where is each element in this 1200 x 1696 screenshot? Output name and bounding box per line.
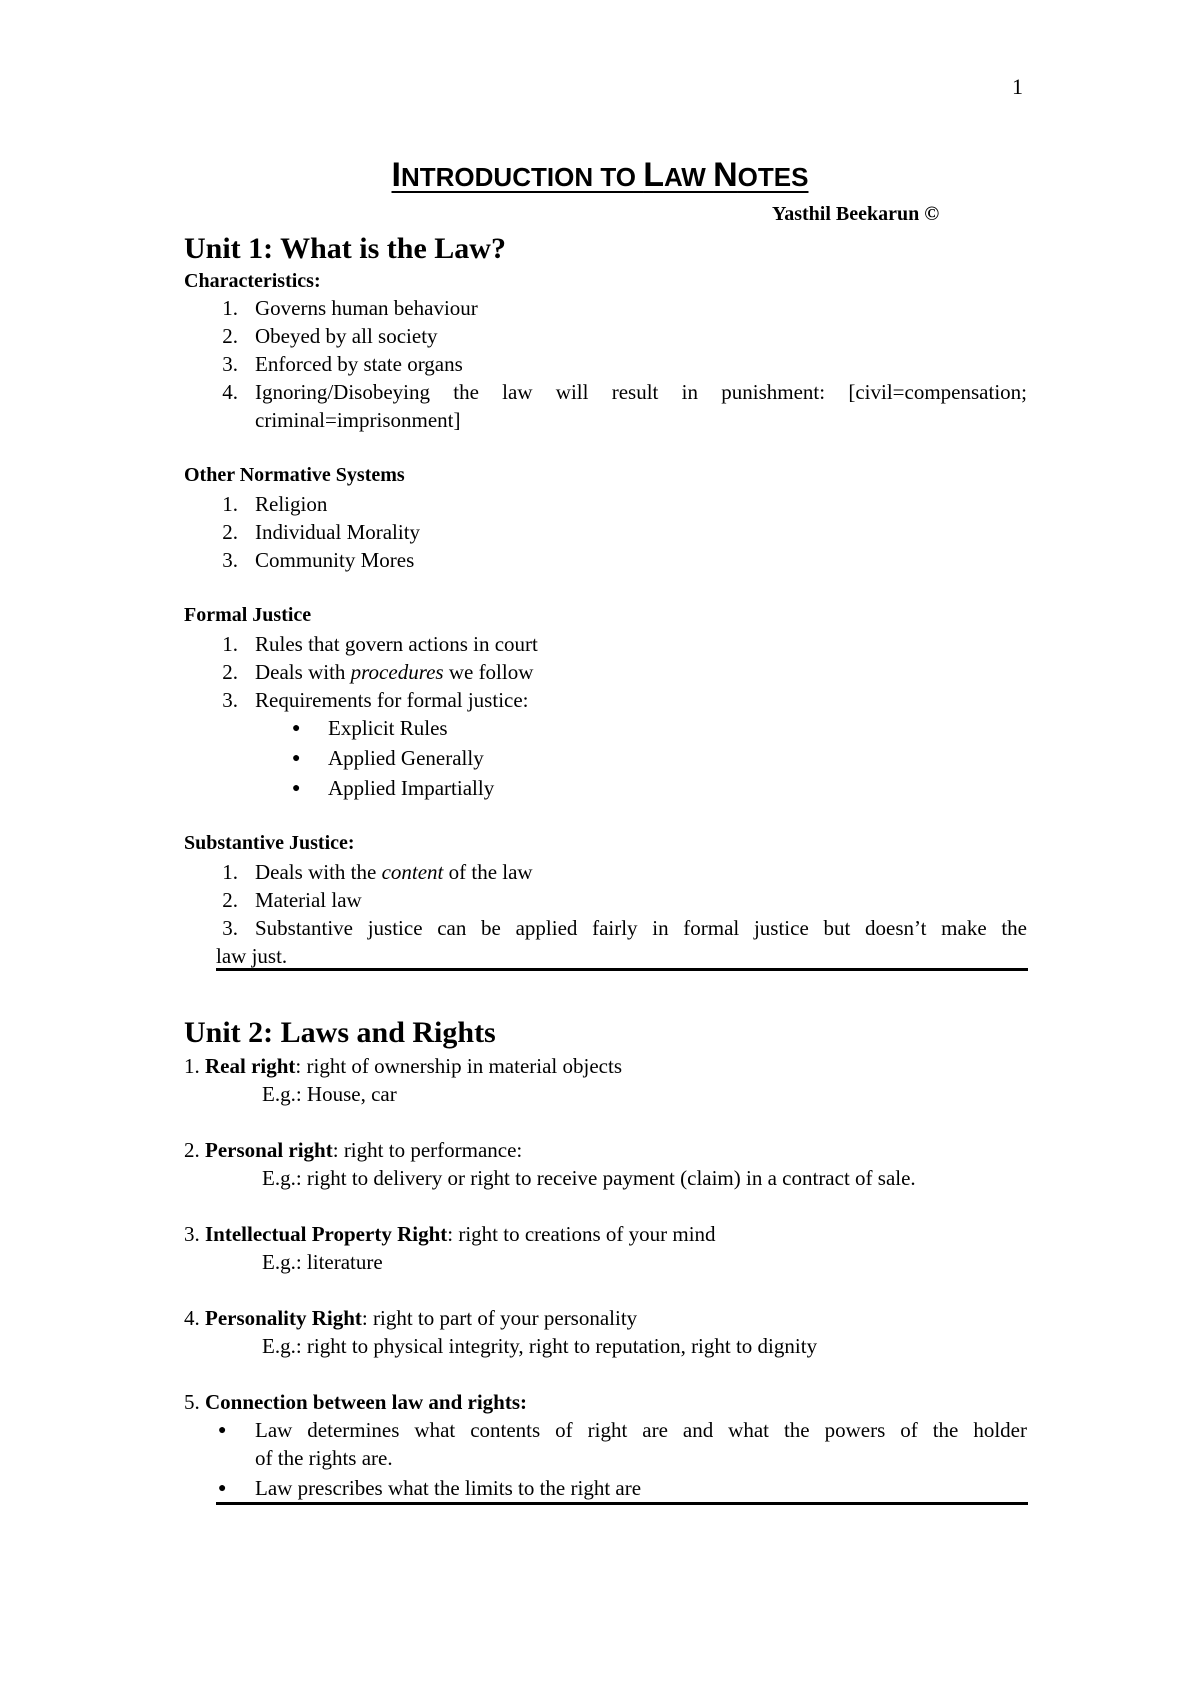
list-item: Community Mores <box>255 548 415 572</box>
bullet-item: Law determines what contents of right are and what the powers of the holder <box>255 1418 1027 1442</box>
right-item <box>184 1306 637 1331</box>
bullet-icon: ● <box>292 721 301 736</box>
title-letter-2: L <box>643 156 664 194</box>
bullet-item-continuation: of the rights are. <box>255 1446 393 1470</box>
text-span: Deals with <box>255 660 351 684</box>
bullet-item: Applied Generally <box>328 746 484 770</box>
example-line: E.g.: House, car <box>262 1082 397 1106</box>
example-line: E.g.: right to physical integrity, right to reputation, right to dignity <box>262 1334 818 1358</box>
formal-justice-heading: Formal Justice <box>184 604 312 626</box>
list-item: Governs human behaviour <box>255 296 478 320</box>
list-number: 4. <box>222 380 238 404</box>
list-number: 1. <box>222 492 238 516</box>
right-item <box>184 1222 716 1247</box>
list-item: Religion <box>255 492 328 516</box>
right-item <box>184 1054 622 1079</box>
list-item: Substantive justice can be applied fairly in formal justice but doesn’t make the <box>255 916 1027 940</box>
list-number: 3. <box>222 688 238 712</box>
bullet-item: Applied Impartially <box>328 776 495 800</box>
example-line: E.g.: literature <box>262 1250 383 1274</box>
list-item-continuation: law just. <box>216 944 288 968</box>
list-number: 3. <box>222 916 238 940</box>
example-line: E.g.: right to delivery or right to receive payment (claim) in a contract of sale. <box>262 1166 916 1190</box>
right-term: Real right <box>205 1054 296 1078</box>
list-item: Individual Morality <box>255 520 421 544</box>
list-item: Ignoring/Disobeying the law will result in punishment: [civil=compensation; <box>255 380 1027 404</box>
author-credit: Yasthil Beekarun © <box>772 203 940 225</box>
list-number: 1. <box>184 1054 200 1078</box>
bullet-icon: ● <box>218 1423 227 1438</box>
title-word-3: OTES <box>737 162 809 192</box>
connection-heading <box>184 1390 527 1415</box>
bullet-item: Explicit Rules <box>328 716 448 740</box>
list-item: Rules that govern actions in court <box>255 632 538 656</box>
substantive-justice-heading: Substantive Justice: <box>184 832 355 854</box>
list-item <box>255 660 533 685</box>
bullet-icon: ● <box>292 781 301 796</box>
text-span: of the law <box>443 860 533 884</box>
section-divider <box>216 1502 1028 1505</box>
unit-2-heading: Unit 2: Laws and Rights <box>184 1016 496 1049</box>
title-word-1: NTRODUCTION TO <box>401 162 644 192</box>
title-letter-1: I <box>391 156 401 194</box>
list-number: 2. <box>222 660 238 684</box>
list-number: 3. <box>222 548 238 572</box>
list-number: 4. <box>184 1306 200 1330</box>
bullet-item: Law prescribes what the limits to the right are <box>255 1476 642 1500</box>
right-definition: : right to part of your personality <box>361 1306 638 1330</box>
list-number: 1. <box>222 860 238 884</box>
text-span: we follow <box>443 660 534 684</box>
right-term: Intellectual Property Right <box>205 1222 448 1246</box>
unit-1-heading: Unit 1: What is the Law? <box>184 232 506 265</box>
section-divider <box>216 968 1028 971</box>
emphasis-text: procedures <box>350 660 444 684</box>
page-number: 1 <box>1012 74 1023 99</box>
list-number: 2. <box>222 888 238 912</box>
document-title <box>0 156 1200 195</box>
list-number: 1. <box>222 296 238 320</box>
list-item: Material law <box>255 888 362 912</box>
title-word-2: AW <box>663 162 714 192</box>
list-number: 3. <box>222 352 238 376</box>
list-number: 2. <box>222 324 238 348</box>
list-item: Enforced by state organs <box>255 352 463 376</box>
title-letter-3: N <box>713 156 738 194</box>
bullet-icon: ● <box>292 751 301 766</box>
list-item-continuation: criminal=imprisonment] <box>255 408 461 432</box>
list-item <box>255 860 533 885</box>
right-term: Personal right <box>205 1138 333 1162</box>
list-item: Obeyed by all society <box>255 324 438 348</box>
list-number: 2. <box>184 1138 200 1162</box>
right-definition: : right to performance: <box>332 1138 523 1162</box>
list-number: 5. <box>184 1390 200 1414</box>
list-number: 1. <box>222 632 238 656</box>
list-number: 3. <box>184 1222 200 1246</box>
list-item: Requirements for formal justice: <box>255 688 529 712</box>
right-term: Personality Right <box>205 1306 362 1330</box>
right-item <box>184 1138 522 1163</box>
right-definition: : right to creations of your mind <box>447 1222 716 1246</box>
right-definition: : right of ownership in material objects <box>295 1054 622 1078</box>
emphasis-text: content <box>381 860 444 884</box>
connection-title: Connection between law and rights: <box>205 1390 528 1414</box>
text-span: Deals with the <box>255 860 382 884</box>
characteristics-heading: Characteristics: <box>184 270 321 292</box>
other-normative-heading: Other Normative Systems <box>184 464 405 486</box>
bullet-icon: ● <box>218 1481 227 1496</box>
list-number: 2. <box>222 520 238 544</box>
